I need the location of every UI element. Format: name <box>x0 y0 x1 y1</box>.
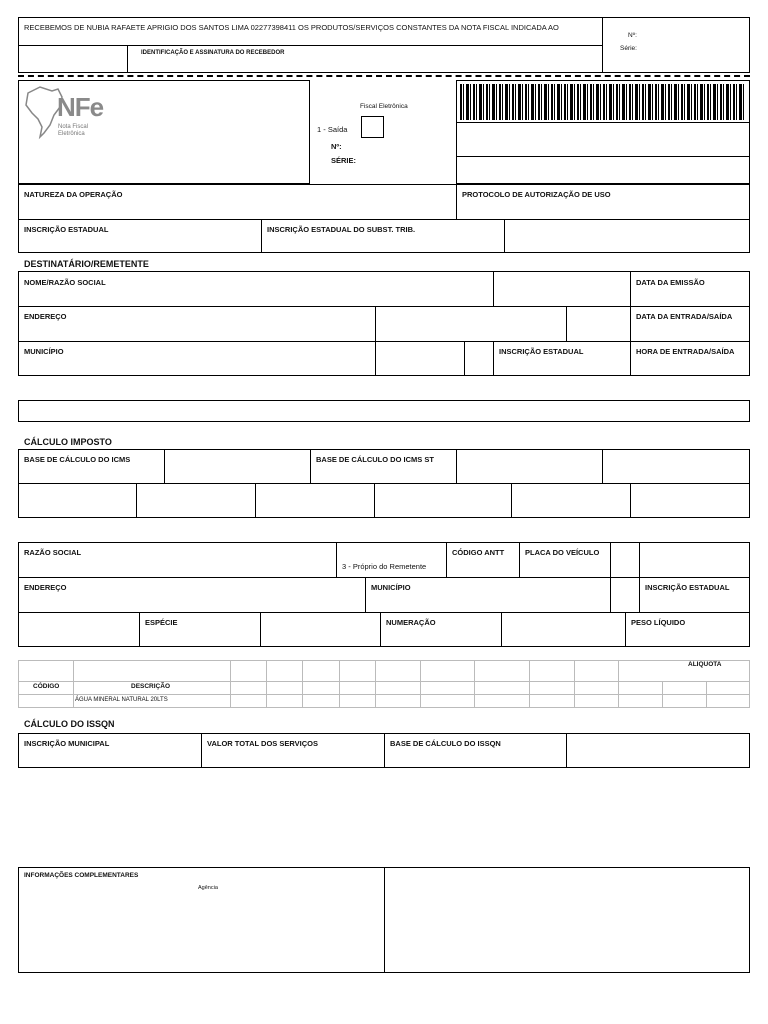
razao-label: RAZÃO SOCIAL <box>24 548 82 557</box>
imposto-title: CÁLCULO IMPOSTO <box>24 437 112 447</box>
issqn-title: CÁLCULO DO ISSQN <box>24 719 115 729</box>
item-descricao: ÁGUA MINERAL NATURAL 20LTS <box>75 697 168 703</box>
trans-ie-label: INSCRIÇÃO ESTADUAL <box>645 583 730 592</box>
codigo-label: CÓDIGO <box>33 683 60 690</box>
canhoto-numero-label: Nº: <box>628 32 637 39</box>
trans-municipio-label: MUNICÍPIO <box>371 583 411 592</box>
data-entrada-label: DATA DA ENTRADA/SAÍDA <box>636 312 733 321</box>
tear-line <box>18 75 750 77</box>
fiscal-label: Fiscal Eletrônica <box>360 103 408 110</box>
dest-ie-label: INSCRIÇÃO ESTADUAL <box>499 347 584 356</box>
descricao-label: DESCRIÇÃO <box>131 683 171 690</box>
header-numero-label: Nº: <box>331 142 342 151</box>
endereco-label: ENDEREÇO <box>24 312 67 321</box>
inscricao-municipal-label: INSCRIÇÃO MUNICIPAL <box>24 739 110 748</box>
aliquota-label: ALIQUOTA <box>688 661 722 668</box>
frete-text: 3 - Próprio do Remetente <box>342 562 427 571</box>
natureza-label: NATUREZA DA OPERAÇÃO <box>24 190 123 199</box>
logo-sub2: Eletrônica <box>58 131 85 137</box>
protocolo-label: PROTOCOLO DE AUTORIZAÇÃO DE USO <box>462 190 611 199</box>
signature-field[interactable] <box>130 58 598 71</box>
saida-label: 1 - Saída <box>317 125 348 134</box>
peso-label: PESO LÍQUIDO <box>631 618 686 627</box>
saida-box <box>361 116 384 138</box>
especie-label: ESPÉCIE <box>145 618 178 627</box>
base-issqn-label: BASE DE CÁLCULO DO ISSQN <box>390 739 501 748</box>
municipio-label: MUNICÍPIO <box>24 347 64 356</box>
logo-sub1: Nota Fiscal <box>58 124 89 130</box>
fatura-box <box>18 400 750 422</box>
destinatario-title: DESTINATÁRIO/REMETENTE <box>24 259 149 269</box>
header-serie-label: SÉRIE: <box>331 156 357 165</box>
signature-label: IDENTIFICAÇÃO E ASSINATURA DO RECEBEDOR <box>141 50 285 56</box>
nome-label: NOME/RAZÃO SOCIAL <box>24 278 106 287</box>
barcode <box>460 84 746 120</box>
logo-text: NFe <box>57 92 104 122</box>
hora-label: HORA DE ENTRADA/SAÍDA <box>636 347 735 356</box>
trans-endereco-label: ENDEREÇO <box>24 583 67 592</box>
base-icms-st-label: BASE DE CÁLCULO DO ICMS ST <box>316 455 434 464</box>
base-icms-label: BASE DE CÁLCULO DO ICMS <box>24 455 131 464</box>
placa-label: PLACA DO VEÍCULO <box>525 548 600 557</box>
canhoto-serie-label: Série: <box>620 45 637 52</box>
info-complementares-label: INFORMAÇÕES COMPLEMENTARES <box>24 872 139 879</box>
numeracao-label: NUMERAÇÃO <box>386 618 436 627</box>
valor-servicos-label: VALOR TOTAL DOS SERVIÇOS <box>207 739 318 748</box>
data-emissao-label: DATA DA EMISSÃO <box>636 278 705 287</box>
receipt-text: RECEBEMOS DE NUBIA RAFAETE APRIGIO DOS SANTOS LIMA 02277398411 OS PRODUTOS/SERVIÇOS CONSTANTES DA NOTA FISCAL INDICADA AO <box>24 23 559 32</box>
antt-label: CÓDIGO ANTT <box>452 548 505 557</box>
emitente-ie-label: INSCRIÇÃO ESTADUAL <box>24 225 109 234</box>
agencia-text: Agência <box>198 885 218 891</box>
emitente-ie-st-label: INSCRIÇÃO ESTADUAL DO SUBST. TRIB. <box>267 225 416 234</box>
